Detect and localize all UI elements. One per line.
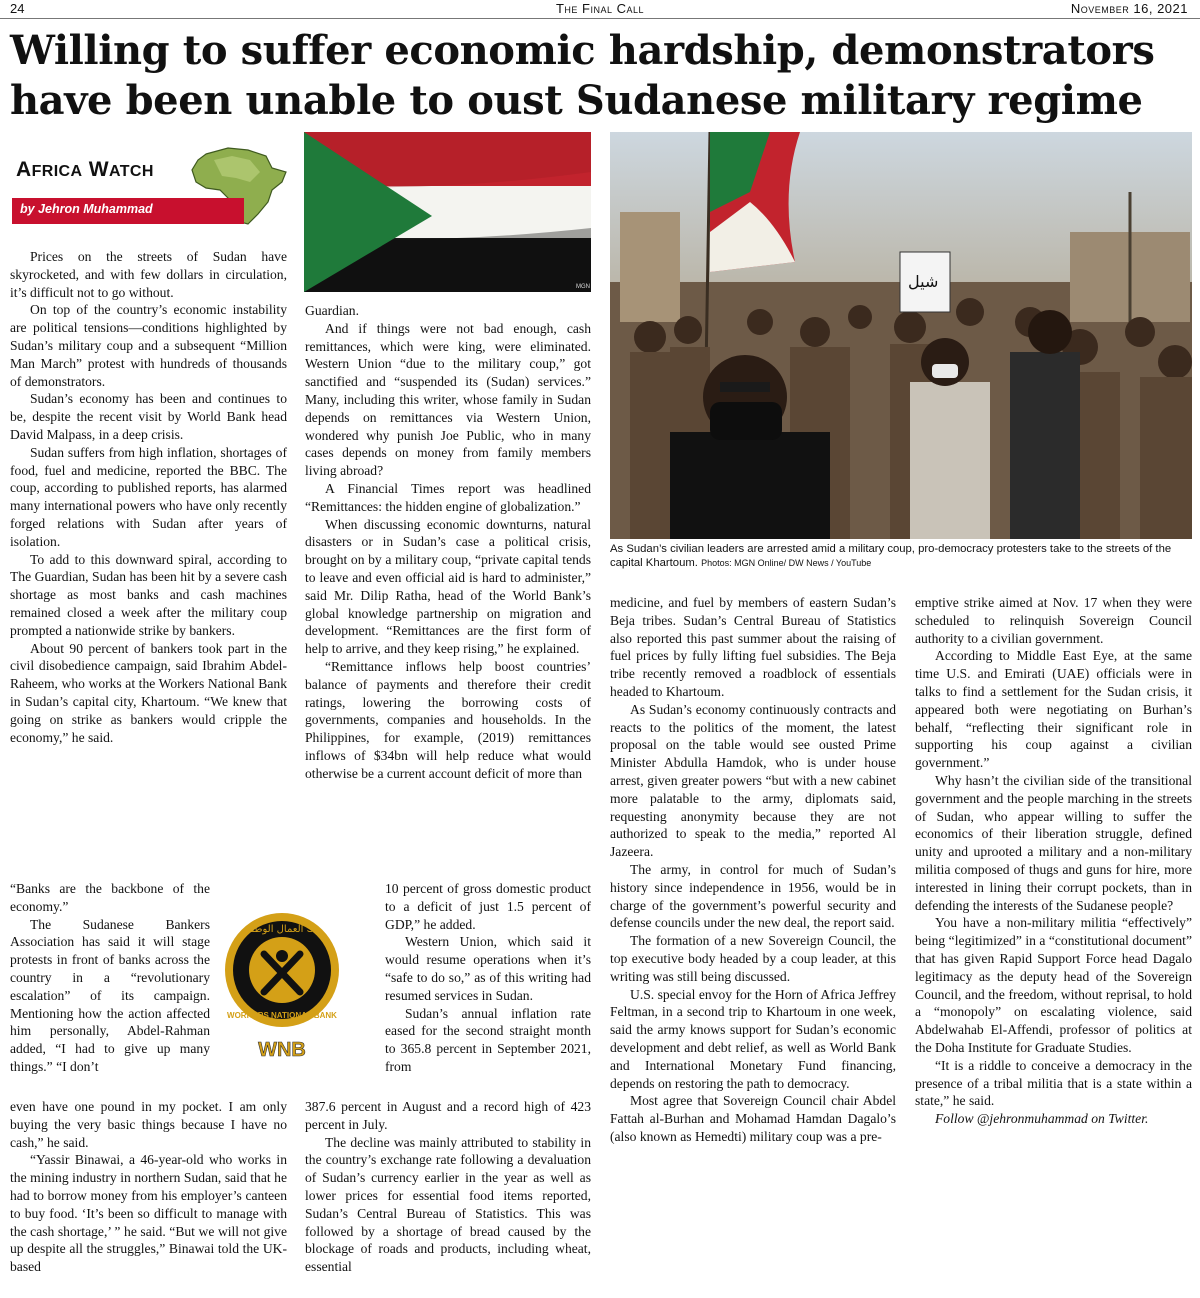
paragraph: Why hasn’t the civilian side of the transitional government and the people marching in the streets of Sudan, who appear willing to suffer the economics of their liberation struggle, defined unity and uprooted a military and a non-military militia composed of thugs and guns for hire, more interested in lining their corrupt pockets, than in defending the interests of the Sudanese people? — [915, 772, 1192, 913]
page-header — [0, 0, 1200, 19]
logo-title: AFRICA WATCH — [16, 158, 154, 181]
paragraph: “Yassir Binawai, a 46-year-old who works in the mining industry in northern Sudan, said that he had to borrow money from his employer’s canteen to buy food. ‘It’s been so difficult to manage with the cash shortage,’ ” he said. “But we will not give up despite all the struggles,” Binawai told the UK-based — [10, 1152, 287, 1275]
workers-national-bank-logo — [222, 910, 342, 1060]
author-twitter-handle: Follow @jehronmuhammad on Twitter. — [935, 1111, 1149, 1127]
paragraph: “Banks are the backbone of the economy.” — [10, 881, 210, 914]
paragraph: “Remittance inflows help boost countries’ balance of payments and therefore their credit ratings, lowering the borrowing costs of governments, companies and households. In the Philippines, for example, (2019) remittances inflows of $34bn will help reduce what would otherwise be a current account deficit of more than — [305, 658, 591, 781]
article-column-1 — [10, 248, 287, 746]
paragraph: “It is a riddle to conceive a democracy in the presence of a tribal militia that is a state within a state,” he said. — [915, 1057, 1192, 1109]
paragraph: medicine, and fuel by members of eastern Sudan’s Beja tribes. Sudan’s Central Bureau of Statistics also reported this past summer about the raising of fuel prices by fully lifting fuel subsidies. The Beja tribe recently removed a roadblock of essentials headed to Khartoum. — [610, 595, 896, 699]
sudan-flag-image — [304, 132, 591, 292]
article-column-2 — [305, 302, 591, 783]
svg-text:WORKERS NATIONAL BANK: WORKERS NATIONAL BANK — [227, 1011, 337, 1020]
photo-caption: As Sudan’s civilian leaders are arrested amid a military coup, pro-democracy protesters take to the streets of the capital Khartoum. Photos: MGN Online/ DW News / YouTube — [610, 543, 1172, 569]
article-column-1-bottom — [10, 1098, 287, 1276]
paragraph: 10 percent of gross domestic product to a deficit of just 1.5 percent of GDP,” he added. — [385, 881, 591, 932]
article-column-2-bottom — [305, 1098, 591, 1276]
paragraph: Prices on the streets of Sudan have skyrocketed, and with few dollars in circulation, it’s difficult not to go without. — [10, 249, 287, 300]
paragraph: U.S. special envoy for the Horn of Africa Jeffrey Feltman, in a second trip to Khartoum in one week, said the army knows support for Sudan’s economic development and debt relief, as well as World Bank and International Monetary Fund financing, depends on restoring the path to democracy. — [610, 986, 896, 1091]
paragraph: When discussing economic downturns, natural disasters or in Sudan’s case a political crisis, brought on by a military coup, “private capital tends to leave and even official aid is hard to administer,” said Mr. Dilip Ratha, head of the World Bank’s global knowledge partnership on migration and development. “Remittances are the first form of help to arrive, and they keep rising,” he explained. — [305, 516, 591, 657]
paragraph: The decline was mainly attributed to stability in the country’s exchange rate following a devaluation of Sudan’s currency earlier in the year as well as lower prices for essential food items reported, Sudan’s Central Bureau of Statistics. This was followed by a shortage of bread caused by the blockage of roads and products, including wheat, essential — [305, 1134, 591, 1275]
article-column-2-wrap — [385, 880, 591, 1076]
paragraph: A Financial Times report was headlined “Remittances: the hidden engine of globalization.” — [305, 480, 591, 514]
photo-credit: Photos: MGN Online/ DW News / YouTube — [701, 558, 872, 568]
page-number: 24 — [10, 1, 25, 16]
byline: by Jehron Muhammad — [20, 202, 153, 216]
paragraph: About 90 percent of bankers took part in the civil disobedience campaign, said Ibrahim Abdel-Raheem, who works at the Workers National Bank in Sudan’s capital city, Khartoum. “We knew that going on strike as bankers would cripple the economy,” he said. — [10, 640, 287, 745]
paragraph: Guardian. — [305, 303, 359, 318]
flag-photo-credit: MGN — [576, 284, 590, 290]
paragraph: Sudan suffers from high inflation, shortages of food, fuel and medicine, reported the BBC. The coup, according to published reports, has alarmed many international powers who have only recently forged relations with Sudan after years of isolation. — [10, 444, 287, 549]
paragraph: Most agree that Sovereign Council chair Abdel Fattah al-Burhan and Mohamad Hamdan Dagalo’s (also known as Hemedti) military coup was a pre- — [610, 1093, 896, 1144]
article-column-3 — [610, 594, 896, 1146]
paragraph: Sudan’s economy has been and continues to be, despite the recent visit by World Bank head David Malpass, in a deep crisis. — [10, 391, 287, 442]
paragraph: To add to this downward spiral, according to The Guardian, Sudan has been hit by a severe cash shortage as most banks and cash machines remained closed a week after the military coup prompted a nationwide strike by bankers. — [10, 551, 287, 638]
paragraph: The formation of a new Sovereign Council, the top executive body headed by a coup leader, at this writing was still being discussed. — [610, 933, 896, 984]
svg-text:WNB: WNB — [258, 1039, 306, 1060]
paragraph: You have a non-military militia “effectively” being “legitimized” in a “constitutional document” that has given Rapid Support Force head Dagalo legitimacy as the deputy head of the Sovereign Council, and the freedom, without reprisal, to hold a “monopoly” on escalating violence, said Abdelwahab El-Affendi, professor of politics at the Doha Institute for Graduate Studies. — [915, 915, 1192, 1055]
paragraph: On top of the country’s economic instability are political tensions—conditions highlighted by Sudan’s military coup and a subsequent “Million Man March” protest with hundreds of thousands of demonstrators. — [10, 302, 287, 389]
svg-text:بنك العمال الوطني: بنك العمال الوطني — [243, 924, 321, 935]
svg-text:شيل: شيل — [908, 272, 939, 291]
headline: Willing to suffer economic hardship, demonstrators have been unable to oust Sudanese military regime — [10, 27, 1155, 124]
paragraph: emptive strike aimed at Nov. 17 when they were scheduled to relinquish Sovereign Council authority to a civilian government. — [915, 595, 1192, 646]
paragraph: The Sudanese Bankers Association has said it will stage protests in front of banks across the country in a “revolutionary escalation” of its campaign. Mentioning how the action affected him personally, Abdel-Rahman added, “I had to give up many things.” “I don’t — [10, 916, 210, 1074]
protest-photo — [610, 132, 1192, 539]
paragraph: And if things were not bad enough, cash remittances, which were king, were eliminated. Western Union “due to the military coup,” got sanctified and “suspended its (Sudan) services.” Many, including this writer, whose family in Sudan depends on remittances via Western Union, wondered why punish Joe Public, who in many cases depends on money from family members living abroad? — [305, 320, 591, 479]
paragraph: Sudan’s annual inflation rate eased for the second straight month to 365.8 percent in September 2021, from — [385, 1005, 591, 1074]
paragraph: 387.6 percent in August and a record high of 423 percent in July. — [305, 1099, 591, 1132]
paragraph: even have one pound in my pocket. I am only buying the very basic things because I have no cash,” he said. — [10, 1099, 287, 1150]
article-column-4 — [915, 594, 1192, 1128]
paragraph: Western Union, which said it would resume operations when it’s “safe to do so,” as of this writing had resumed services in Sudan. — [385, 934, 591, 1003]
publication-name: The Final Call — [555, 1, 645, 16]
issue-date: November 16, 2021 — [1070, 1, 1188, 16]
article-column-1-wrap — [10, 880, 210, 1076]
paragraph: As Sudan’s economy continuously contracts and reacts to the politics of the moment, the latest proposal on the table would see ousted Prime Minister Abdulla Hamdok, who is under house arrest, given greater powers “but with a new cabinet more palatable to the army, diplomats said, requesting anonymity because they are not authorized to speak to the media,” reported Al Jazeera. — [610, 701, 896, 860]
paragraph: The army, in control for much of Sudan’s history since independence in 1956, would be in charge of the government’s powerful security and defense councils under the new deal, the report said. — [610, 861, 896, 931]
africa-watch-logo — [10, 142, 287, 227]
paragraph: According to Middle East Eye, at the same time U.S. and Emirati (UAE) officials were in talks to find a settlement for the Sudan crisis, it appeared both were negotiating on Burhan’s behalf, “reflecting their significant role in supporting his coup against a civilian government.” — [915, 648, 1192, 771]
